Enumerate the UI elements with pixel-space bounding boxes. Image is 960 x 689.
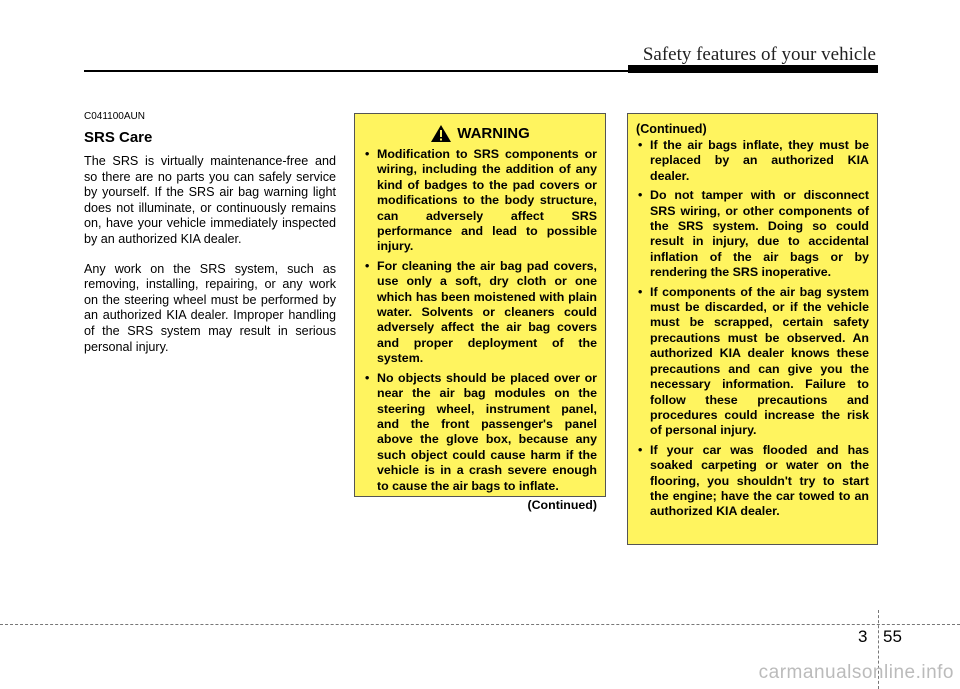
list-item: • If components of the air bag system must be discarded, or if the vehicle must be scrapped, certain safety precautions must be observed. An authorized KIA dealer knows these precautions and can give you the necessary information. Failure to follow these precautions and procedures could increase the risk of personal injury. (638, 284, 869, 438)
warning-header (363, 124, 597, 143)
warning-box (354, 113, 606, 512)
bullet: • (638, 284, 643, 299)
paragraph: Any work on the SRS system, such as removing, installing, repairing, or any work on the steering wheel must be performed by an authorized KIA dealer. Improper handling of the SRS system may result in serious personal injury. (84, 261, 336, 354)
footer-dash-line (0, 624, 960, 625)
watermark: carmanualsonline.info (758, 662, 954, 683)
bullet: • (365, 258, 370, 273)
section-code: C041100AUN (84, 111, 145, 122)
list-item: • Do not tamper with or disconnect SRS wiring, or other components of the SRS system. Doing so could result in injury, due to accidental inflation of the air bags or by rendering the SRS inoperative. (638, 188, 869, 280)
bullet: • (638, 442, 643, 457)
list-item: • If the air bags inflate, they must be replaced by an authorized KIA dealer. (638, 138, 869, 183)
continued-top-label: (Continued) (636, 122, 707, 136)
section-title: Safety features of your vehicle (642, 44, 876, 65)
bullet: • (638, 188, 643, 203)
page-number: 55 (883, 627, 902, 646)
chapter-number: 3 (858, 627, 868, 646)
continued-label: (Continued) (527, 497, 597, 512)
warning-triangle-icon (430, 124, 452, 143)
continued-list (636, 138, 869, 520)
paragraph: The SRS is virtually maintenance-free and so there are no parts you can safely service by yourself. If the SRS air bag warning light does not illuminate, or continuously remains on, have your vehicle immediately inspected by an authorized KIA dealer. (84, 154, 336, 246)
list-item: • Modification to SRS components or wiring, including the addition of any kind of badges to the pad covers or modifications to the body structure, can adversely affect SRS performance and lead to possible injury. (365, 147, 597, 254)
bullet: • (638, 138, 643, 152)
bullet: • (365, 370, 370, 385)
continued-box (627, 113, 878, 545)
list-item: • For cleaning the air bag pad covers, use only a soft, dry cloth or one which has been moistened with plain water. Solvents or cleaners could adversely affect the air bag covers and proper deployment of the system. (365, 258, 597, 366)
list-item: • If your car was flooded and has soaked carpeting or water on the flooring, you shouldn't try to start the engine; have the car towed to an authorized KIA dealer. (638, 442, 869, 519)
warning-list (363, 147, 597, 494)
srs-care-section (84, 111, 336, 369)
list-item: • No objects should be placed over or near the air bag modules on the steering wheel, instrument panel, and the front passenger's panel above the glove box, because any such object could cause harm if the vehicle is in a crash severe enough to cause the air bags to inflate. (365, 370, 597, 493)
bullet: • (365, 147, 370, 161)
header-tab-bar (628, 65, 878, 73)
warning-title: WARNING (457, 125, 530, 142)
section-heading: SRS Care (84, 129, 153, 146)
